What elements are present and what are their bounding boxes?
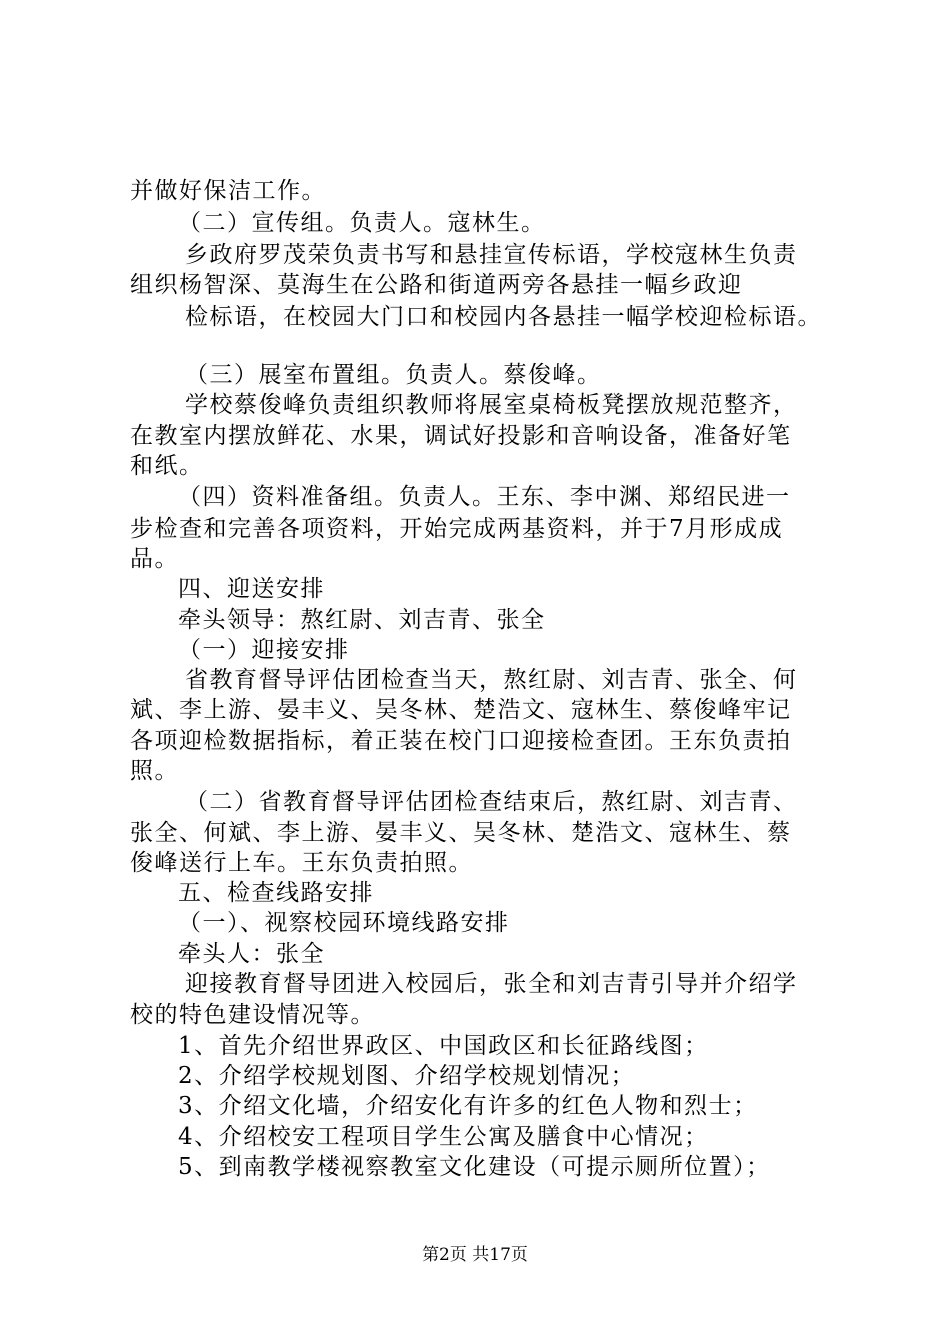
text-line: 步检查和完善各项资料，开始完成两基资料，并于7月形成成 — [130, 516, 784, 542]
list-item: 4、介绍校安工程项目学生公寓及膳食中心情况； — [178, 1124, 709, 1150]
text-line: 照。 — [130, 758, 179, 784]
list-item: 1、首先介绍世界政区、中国政区和长征路线图； — [178, 1033, 709, 1059]
text-line: 牵头领导：熬红尉、刘吉青、张全 — [178, 607, 546, 633]
text-line: 各项迎检数据指标，着正装在校门口迎接检查团。王东负责拍 — [130, 728, 792, 754]
text-line: 学校蔡俊峰负责组织教师将展室桌椅板凳摆放规范整齐， — [185, 392, 798, 418]
section-heading: （二）宣传组。负责人。寇林生。 — [178, 210, 546, 236]
text-line: 校的特色建设情况等。 — [130, 1002, 375, 1028]
text-line: 省教育督导评估团检查当天，熬红尉、刘吉青、张全、何 — [185, 667, 798, 693]
text-line: 牵头人：张全 — [178, 941, 325, 967]
section-heading: （一）迎接安排 — [178, 637, 350, 663]
section-heading: （一）、视察校园环境线路安排 — [178, 910, 510, 936]
text-line: 在教室内摆放鲜花、水果，调试好投影和音响设备，准备好笔 — [130, 423, 792, 449]
section-heading: 五、检查线路安排 — [178, 880, 374, 906]
text-line: 斌、李上游、晏丰义、吴冬林、楚浩文、寇林生、蔡俊峰牢记 — [130, 697, 792, 723]
list-item: 3、介绍文化墙，介绍安化有许多的红色人物和烈士； — [178, 1093, 758, 1119]
section-heading: （二）省教育督导评估团检查结束后，熬红尉、刘吉青、 — [185, 789, 798, 815]
text-line: 组织杨智深、莫海生在公路和街道两旁各悬挂一幅乡政迎 — [130, 272, 743, 298]
text-line: 品。 — [130, 546, 179, 572]
list-item: 2、介绍学校规划图、介绍学校规划情况； — [178, 1063, 636, 1089]
text-line: 俊峰送行上车。王东负责拍照。 — [130, 850, 473, 876]
list-item: 5、到南教学楼视察教室文化建设（可提示厕所位置）； — [178, 1154, 771, 1180]
text-line: 检标语，在校园大门口和校园内各悬挂一幅学校迎检标语。 — [185, 304, 822, 330]
text-line: 迎接教育督导团进入校园后，张全和刘吉青引导并介绍学 — [185, 971, 798, 997]
section-heading: （四）资料准备组。负责人。王东、李中渊、郑绍民进一 — [178, 484, 791, 510]
section-heading: （三）展室布置组。负责人。蔡俊峰。 — [185, 362, 602, 388]
page-footer: 第2页 共17页 — [422, 1245, 528, 1265]
text-line: 张全、何斌、李上游、晏丰义、吴冬林、楚浩文、寇林生、蔡 — [130, 820, 792, 846]
text-line: 和纸。 — [130, 453, 204, 479]
text-line: 乡政府罗茂荣负责书写和悬挂宣传标语，学校寇林生负责 — [185, 242, 798, 268]
text-line: 并做好保洁工作。 — [130, 178, 326, 204]
section-heading: 四、迎送安排 — [178, 576, 325, 602]
